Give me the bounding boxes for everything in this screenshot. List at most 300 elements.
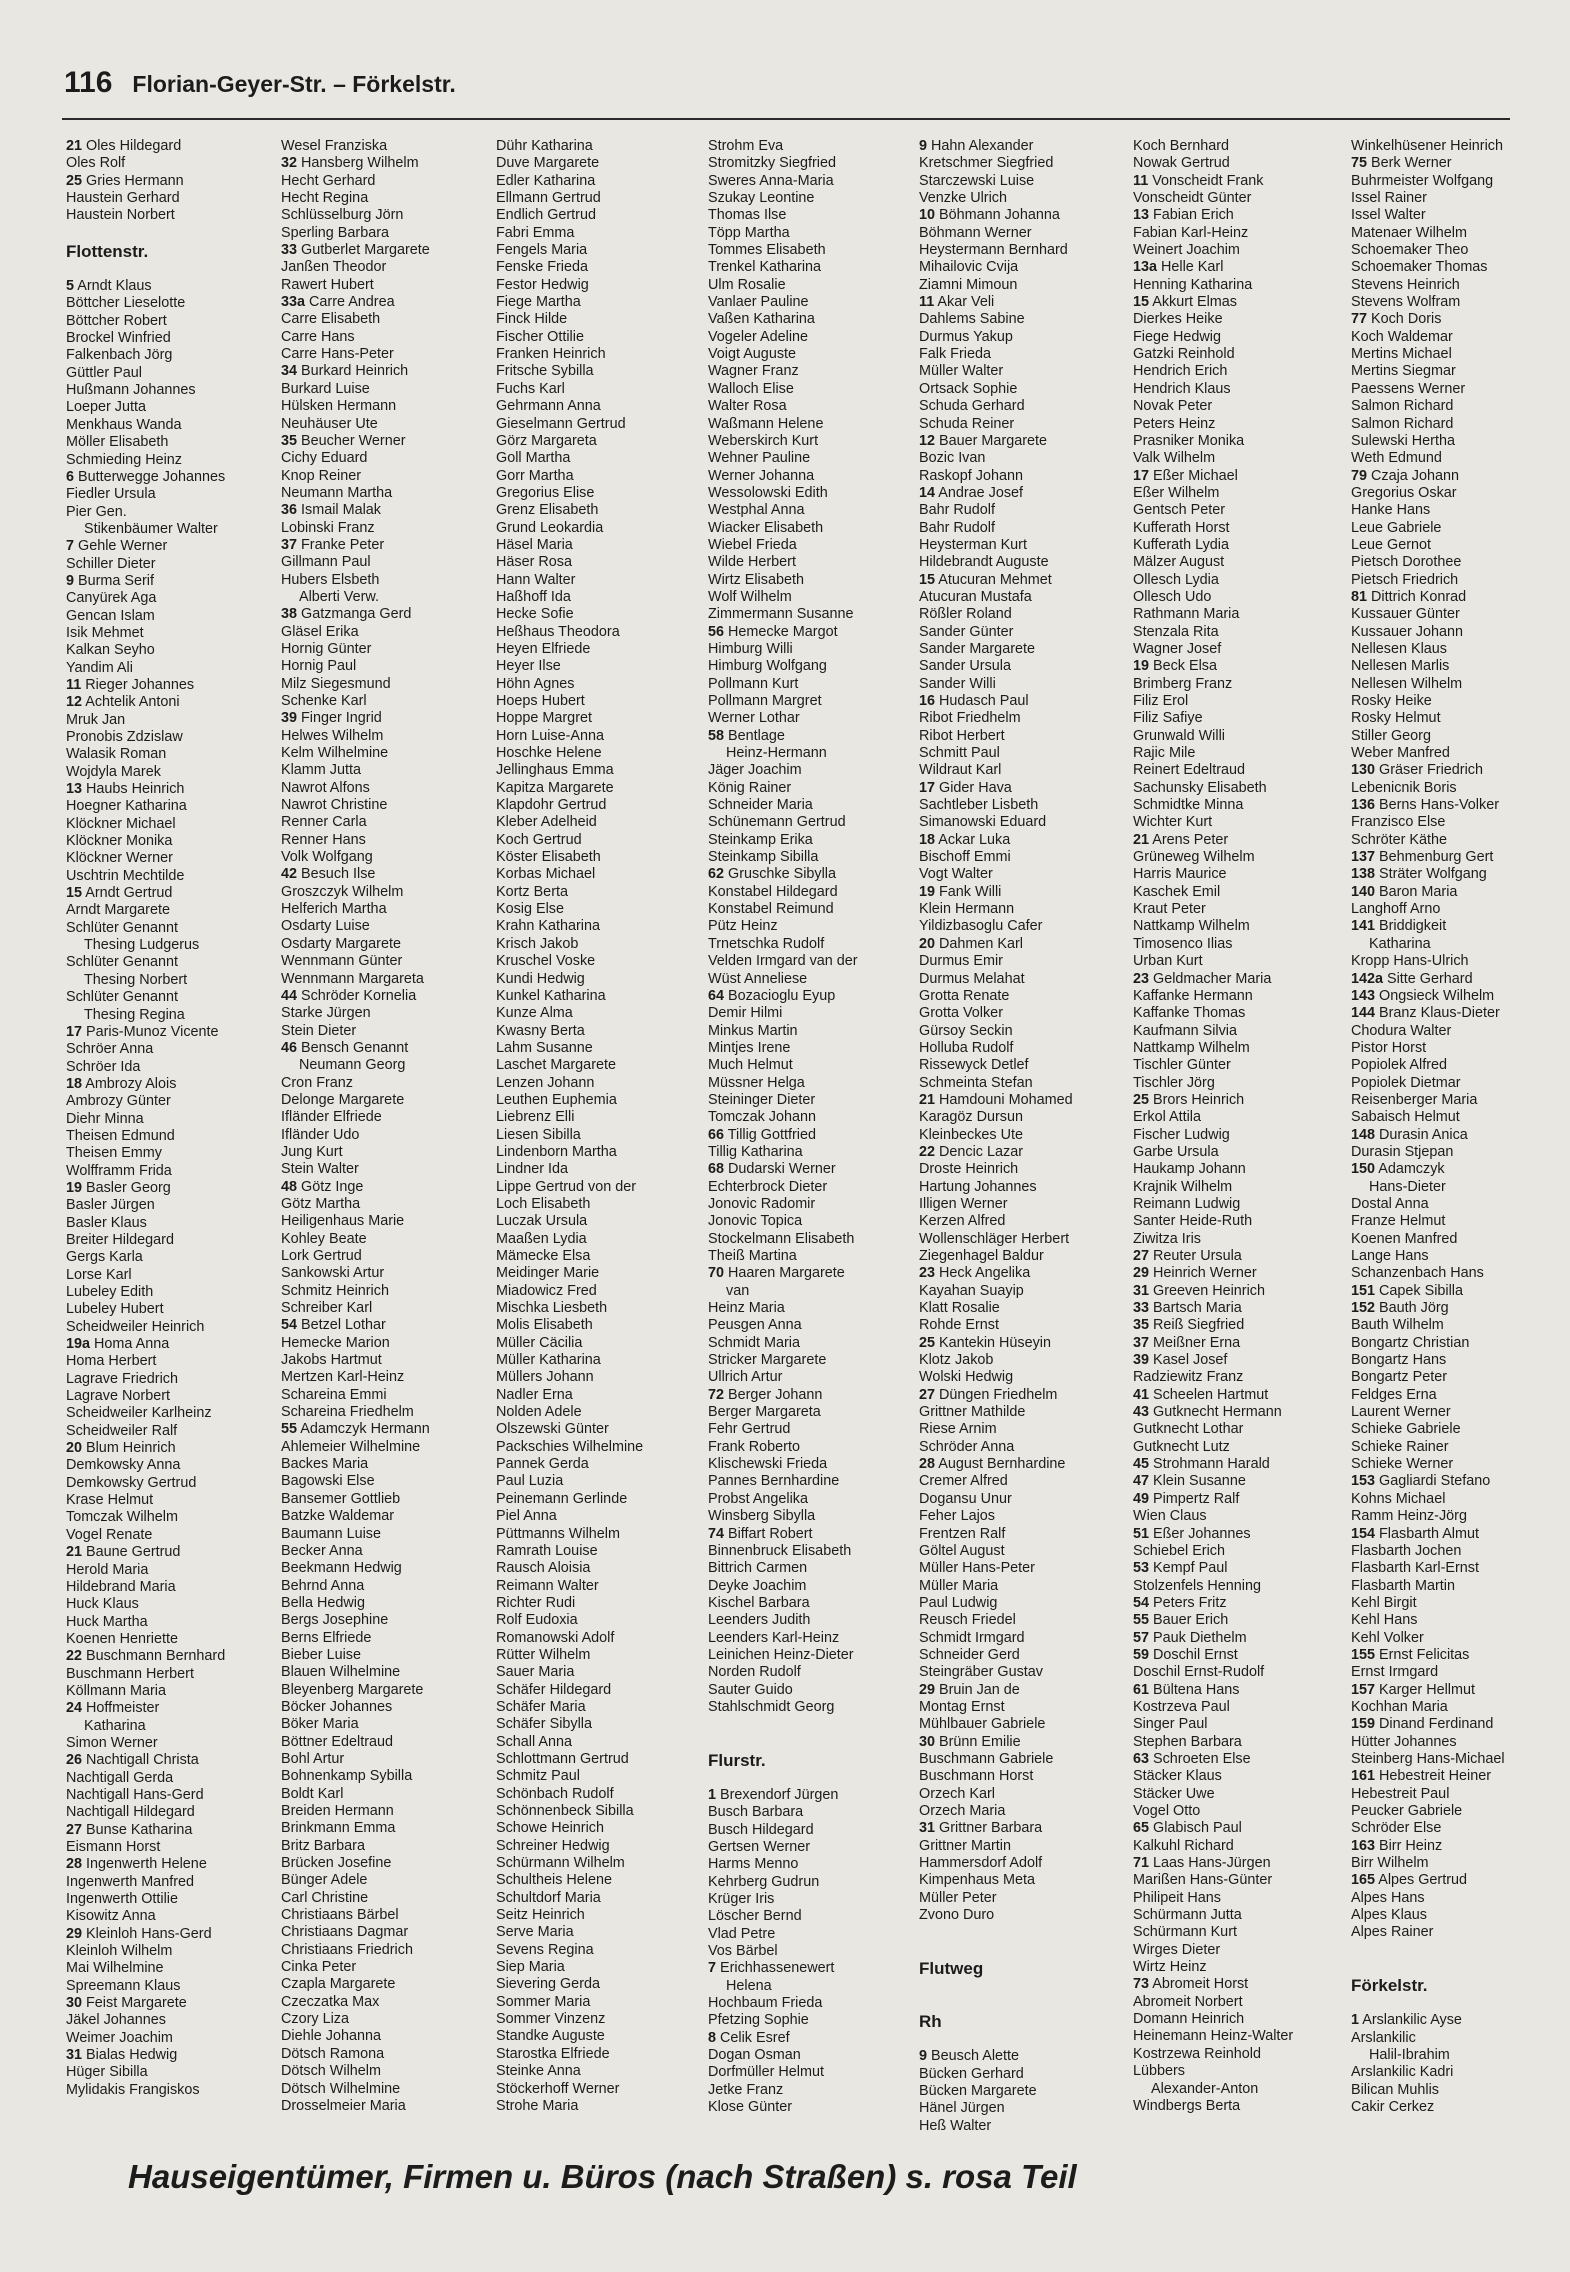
resident-listing: Sander Willi [919,675,996,692]
resident-listing: Mai Wilhelmine [66,1960,164,1977]
resident-listing: Rosky Helmut [1351,710,1441,727]
resident-listing: Schneider Gerd [919,1646,1020,1663]
resident-listing: Isik Mehmet [66,624,144,641]
resident-listing: Hubers Elsbeth [281,571,380,588]
resident-listing: Weimer Joachim [66,2029,173,2046]
house-number: 5 [66,278,75,295]
resident-listing: Edler Katharina [496,172,596,189]
house-number: 54 [1133,1594,1150,1611]
house-number: 25 [919,1334,936,1351]
resident-listing: 11 Vonscheidt Frank [1133,172,1264,189]
resident-listing: Kleinloh Wilhelm [66,1943,173,1960]
house-number: 66 [708,1126,725,1143]
resident-listing: Franzisco Else [1351,814,1446,831]
resident-listing: Paul Luzia [496,1473,564,1490]
resident-listing: Himburg Wolfgang [708,658,827,675]
resident-listing: 148 Durasin Anica [1351,1126,1468,1143]
resident-listing: Dötsch Ramona [281,2045,385,2062]
resident-listing: Scheidweiler Karlheinz [66,1405,212,1422]
resident-listing: Venzke Ulrich [919,190,1007,207]
resident-listing: Fenske Frieda [496,259,588,276]
resident-listing: Hebestreit Paul [1351,1785,1450,1802]
resident-listing: Winsberg Sibylla [708,1508,816,1525]
resident-listing: Arndt Margarete [66,902,170,919]
resident-listing: Beekmann Hedwig [281,1560,402,1577]
house-number: 154 [1351,1525,1376,1542]
resident-listing: Tommes Elisabeth [708,242,826,259]
resident-listing: Durmus Yakup [919,328,1013,345]
resident-listing: Loch Elisabeth [496,1195,591,1212]
resident-listing: 151 Capek Sibilla [1351,1282,1464,1299]
resident-listing: 49 Pimpertz Ralf [1133,1490,1240,1507]
resident-listing: Voigt Auguste [708,346,797,363]
resident-listing: Grotta Volker [919,1005,1003,1022]
house-number: 21 [66,138,83,154]
resident-listing: Koch Gertrud [496,831,582,848]
resident-listing: Rößler Roland [919,606,1012,623]
resident-listing: Stephen Barbara [1133,1733,1242,1750]
resident-listing: Nellesen Wilhelm [1351,675,1463,692]
resident-listing: 25 Kantekin Hüseyin [919,1334,1052,1351]
resident-listing: Rolf Eudoxia [496,1612,578,1629]
resident-listing: Kussauer Johann [1351,623,1464,640]
house-number: 13 [66,781,83,798]
resident-listing: Brinkmann Emma [281,1820,396,1837]
resident-listing: Echterbrock Dieter [708,1178,828,1195]
resident-listing: 53 Kempf Paul [1133,1560,1228,1577]
resident-listing: Heiligenhaus Marie [281,1213,405,1230]
resident-listing: Norden Rudolf [708,1664,801,1681]
resident-listing: Klöckner Werner [66,850,173,867]
house-number: 11 [919,294,935,311]
resident-listing: Brockel Winfried [66,330,171,347]
resident-listing: Uschtrin Mechtilde [66,867,185,884]
resident-listing: Müllers Johann [496,1369,594,1386]
resident-listing: Hornig Paul [281,658,357,675]
resident-listing: Stöckerhoff Werner [496,2080,620,2097]
house-number: 150 [1351,1161,1376,1178]
resident-listing: Vos Bärbel [708,1943,778,1960]
resident-listing: Klapdohr Gertrud [496,797,607,814]
resident-listing: Kufferath Lydia [1133,536,1230,553]
resident-listing: Fehr Gertrud [708,1421,791,1438]
resident-listing: Nadler Erna [496,1386,573,1403]
listing-continuation: Hans-Dieter [1369,1178,1446,1195]
resident-listing: 33a Carre Andrea [281,294,395,311]
resident-listing: 39 Finger Ingrid [281,710,382,727]
resident-listing: 65 Glabisch Paul [1133,1820,1242,1837]
house-number: 70 [708,1265,725,1282]
resident-listing: Franken Heinrich [496,346,606,363]
resident-listing: Probst Angelika [708,1490,808,1507]
resident-listing: 38 Gatzmanga Gerd [281,606,412,623]
resident-listing: Nawrot Alfons [281,779,370,796]
resident-listing: 7 Gehle Werner [66,538,168,555]
resident-listing: Klatt Rosalie [919,1300,1000,1317]
resident-listing: Lobinski Franz [281,519,375,536]
resident-listing: Grittner Martin [919,1837,1011,1854]
resident-listing: 152 Bauth Jörg [1351,1300,1449,1317]
resident-listing: Rawert Hubert [281,276,374,293]
resident-listing: Tischler Günter [1133,1057,1231,1074]
resident-listing: Kostrzewa Reinhold [1133,2045,1261,2062]
house-number: 61 [1133,1681,1150,1698]
resident-listing: Bünger Adele [281,1872,368,1889]
house-number: 18 [66,1075,83,1092]
resident-listing: Riese Arnim [919,1421,997,1438]
resident-listing: Tomczak Wilhelm [66,1509,178,1526]
resident-listing: 62 Gruschke Sibylla [708,866,836,883]
resident-listing: 59 Doschil Ernst [1133,1646,1238,1663]
resident-listing: Krase Helmut [66,1492,154,1509]
resident-listing: 22 Buschmann Bernhard [66,1648,226,1665]
house-number: 23 [919,1265,936,1282]
resident-listing: Alpes Rainer [1351,1924,1434,1941]
resident-listing: Kimpenhaus Meta [919,1872,1035,1889]
resident-listing: Köster Elisabeth [496,849,601,866]
house-number: 44 [281,987,298,1004]
resident-listing: Westphal Anna [708,502,805,519]
resident-listing: Pistor Horst [1351,1039,1427,1056]
resident-listing: 29 Kleinloh Hans-Gerd [66,1925,212,1942]
house-number: 33a [281,294,306,311]
resident-listing: Reusch Friedel [919,1612,1016,1629]
resident-listing: Schenke Karl [281,693,367,709]
resident-listing: Peusgen Anna [708,1317,802,1334]
resident-listing: Schröder Else [1351,1820,1442,1837]
resident-listing: Weinert Joachim [1133,242,1240,259]
resident-listing: Sievering Gerda [496,1976,600,1993]
resident-listing: Schäfer Hildegard [496,1681,612,1698]
resident-listing: Kussauer Günter [1351,606,1460,623]
resident-listing: Wesel Franziska [281,138,388,154]
resident-listing: Schröer Ida [66,1058,141,1075]
house-number: 25 [66,172,83,189]
resident-listing: Hann Walter [496,571,576,588]
house-number: 29 [919,1681,936,1698]
resident-listing: Nattkamp Wilhelm [1133,918,1250,935]
resident-listing: Hemecke Marion [281,1334,390,1351]
resident-listing: 28 August Bernhardine [919,1456,1066,1473]
resident-listing: Starke Jürgen [281,1005,371,1022]
page-number: 116 [64,66,113,99]
directory-column-4 [708,138,916,2117]
resident-listing: Stiller Georg [1351,727,1431,744]
resident-listing: Becker Anna [281,1542,363,1559]
resident-listing: Sauer Maria [496,1664,575,1681]
resident-listing: Schmitz Heinrich [281,1282,389,1299]
house-number: 26 [66,1752,83,1769]
listing-continuation: Heinz-Hermann [726,745,827,762]
listing-continuation: Alberti Verw. [299,588,379,605]
resident-listing: Fabian Karl-Heinz [1133,224,1249,241]
resident-listing: Kaffanke Hermann [1133,987,1253,1004]
resident-listing: Pütz Heinz [708,918,778,935]
footer-note: Hauseigentümer, Firmen u. Büros (nach Straßen) s. rosa Teil [128,2158,1077,2195]
resident-listing: Renner Hans [281,831,366,848]
resident-listing: Breiter Hildegard [66,1231,174,1248]
resident-listing: Berns Elfriede [281,1629,372,1646]
resident-listing: Olszewski Günter [496,1421,609,1438]
house-number: 165 [1351,1872,1376,1889]
resident-listing: Mischka Liesbeth [496,1300,608,1317]
resident-listing: Schreiber Karl [281,1300,373,1317]
house-number: 19 [919,883,936,900]
resident-listing: Schmitz Paul [496,1768,580,1785]
resident-listing: 33 Bartsch Maria [1133,1300,1242,1317]
house-number: 15 [66,885,83,902]
resident-listing: Schoemaker Theo [1351,242,1469,259]
resident-listing: Hammersdorf Adolf [919,1855,1043,1872]
resident-listing: Carl Christine [281,1889,369,1906]
resident-listing: Busch Barbara [708,1804,804,1821]
resident-listing: Jetke Franz [708,2081,784,2098]
resident-listing: Tillig Katharina [708,1143,803,1160]
resident-listing: Birr Wilhelm [1351,1855,1429,1872]
resident-listing: 36 Ismail Malak [281,502,381,519]
resident-listing: Jakobs Hartmut [281,1352,382,1369]
resident-listing: Theisen Emmy [66,1145,162,1162]
resident-listing: Bauth Wilhelm [1351,1317,1444,1334]
resident-listing: Hochbaum Frieda [708,1995,823,2012]
resident-listing: 9 Beusch Alette [919,2048,1020,2065]
house-number: 30 [66,1995,83,2012]
resident-listing: Knop Reiner [281,467,361,484]
resident-listing: 33 Gutberlet Margarete [281,242,430,259]
resident-listing: Heß Walter [919,2117,992,2134]
resident-listing: Heyer Ilse [496,658,561,675]
directory-columns [66,138,1516,2138]
resident-listing: Schmidt Irmgard [919,1629,1025,1646]
resident-listing: Duve Margarete [496,155,600,172]
resident-listing: Hoeps Hubert [496,693,585,709]
resident-listing: Romanowski Adolf [496,1629,615,1646]
resident-listing: Höhn Agnes [496,675,575,692]
house-number: 57 [1133,1629,1150,1646]
resident-listing: Schlüter Genannt [66,989,178,1006]
resident-listing: Reimann Ludwig [1133,1195,1241,1212]
listing-continuation: Alexander-Anton [1151,2080,1259,2097]
resident-listing: Atucuran Mustafa [919,588,1032,605]
resident-listing: Schürmann Wilhelm [496,1855,625,1872]
house-number: 15 [1133,294,1150,311]
resident-listing: Schröter Käthe [1351,831,1447,848]
house-number: 151 [1351,1282,1376,1299]
directory-column-7 [1351,138,1559,2117]
resident-listing: 161 Hebestreit Heiner [1351,1768,1491,1785]
resident-listing: Hanke Hans [1351,502,1431,519]
house-number: 72 [708,1386,725,1403]
house-number: 48 [281,1178,298,1195]
house-number: 153 [1351,1473,1376,1490]
resident-listing: 27 Düngen Friedhelm [919,1386,1058,1403]
resident-listing: Yandim Ali [66,659,133,676]
resident-listing: Stahlschmidt Georg [708,1698,835,1715]
house-number: 28 [66,1856,83,1873]
resident-listing: Jäger Joachim [708,762,802,779]
resident-listing: Gertsen Werner [708,1839,811,1855]
resident-listing: 73 Abromeit Horst [1133,1976,1249,1993]
resident-listing: Carre Hans [281,328,355,345]
resident-listing: Paul Ludwig [919,1594,998,1611]
resident-listing: Czeczatka Max [281,1993,380,2010]
resident-listing: Dogan Osman [708,2047,801,2064]
house-number: 23 [1133,970,1150,987]
resident-listing: 30 Brünn Emilie [919,1733,1021,1750]
resident-listing: Koch Waldemar [1351,328,1453,345]
resident-listing: Mertins Siegmar [1351,363,1456,380]
listing-continuation: Halil-Ibrahim [1369,2047,1450,2064]
house-number: 11 [1133,172,1149,189]
resident-listing: Alpes Klaus [1351,1907,1427,1924]
resident-listing: Ifländer Udo [281,1126,360,1143]
page-header [64,66,456,100]
resident-listing: Lindenborn Martha [496,1143,617,1160]
resident-listing: Steinkamp Sibilla [708,849,819,866]
resident-listing: Nawrot Christine [281,797,388,814]
house-number: 33 [281,242,298,259]
resident-listing: Paessens Werner [1351,380,1466,397]
resident-listing: Schanzenbach Hans [1351,1265,1484,1282]
resident-listing: Loeper Jutta [66,399,147,416]
resident-listing: Häsel Maria [496,536,573,553]
house-number: 6 [66,468,75,485]
resident-listing: Alpes Hans [1351,1889,1425,1906]
resident-listing: Heßhaus Theodora [496,623,620,640]
resident-listing: Hänel Jürgen [919,2100,1005,2117]
resident-listing: Haustein Gerhard [66,190,180,207]
resident-listing: 31 Greeven Heinrich [1133,1282,1265,1299]
house-number: 136 [1351,797,1376,814]
resident-listing: Ziamni Mimoun [919,276,1018,293]
house-number: 42 [281,866,298,883]
resident-listing: Vogel Otto [1133,1803,1201,1819]
house-number: 58 [708,727,725,744]
resident-listing: Haukamp Johann [1133,1161,1246,1178]
resident-listing: Leenders Judith [708,1612,811,1629]
street-heading: Rh [919,2012,942,2032]
resident-listing: Heinemann Heinz-Walter [1133,2028,1294,2045]
resident-listing: Gutknecht Lutz [1133,1438,1230,1455]
resident-listing: Valk Wilhelm [1133,450,1216,467]
resident-listing: Ollesch Lydia [1133,571,1219,588]
resident-listing: Windbergs Berta [1133,2097,1241,2114]
house-number: 17 [919,779,936,796]
resident-listing: Lubeley Edith [66,1284,154,1300]
resident-listing: Steingräber Gustav [919,1664,1043,1681]
resident-listing: Lindner Ida [496,1161,569,1178]
resident-listing: Marißen Hans-Günter [1133,1872,1273,1889]
resident-listing: Orzech Karl [919,1785,995,1802]
resident-listing: Stäcker Klaus [1133,1768,1222,1785]
resident-listing: Klose Günter [708,2099,792,2116]
resident-listing: Müller Peter [919,1889,997,1906]
resident-listing: Pannes Bernhardine [708,1473,840,1490]
resident-listing: Sevens Regina [496,1941,594,1958]
house-number: 59 [1133,1646,1150,1663]
resident-listing: Rohde Ernst [919,1317,999,1334]
resident-listing: Brücken Josefine [281,1855,392,1872]
resident-listing: Fengels Maria [496,242,588,259]
resident-listing: Droste Heinrich [919,1161,1019,1178]
resident-listing: Krüger Iris [708,1891,775,1908]
resident-listing: Müssner Helga [708,1074,805,1091]
resident-listing: Schäfer Maria [496,1698,586,1715]
resident-listing: 25 Gries Hermann [66,172,184,189]
resident-listing: Lippe Gertrud von der [496,1178,636,1195]
resident-listing: Schall Anna [496,1733,573,1750]
resident-listing: Wolfframm Frida [66,1162,172,1179]
resident-listing: Stromitzky Siegfried [708,155,836,172]
house-number: 38 [281,606,298,623]
resident-listing: Nattkamp Wilhelm [1133,1039,1250,1056]
resident-listing: 66 Tillig Gottfried [708,1126,816,1143]
resident-listing: Pollmann Kurt [708,675,799,692]
resident-listing: Endlich Gertrud [496,207,596,224]
resident-listing: Jung Kurt [281,1143,343,1160]
resident-listing: Himburg Willi [708,640,793,657]
resident-listing: Boldt Karl [281,1785,344,1802]
resident-listing: 12 Bauer Margarete [919,432,1047,449]
resident-listing: Lebenicnik Boris [1351,779,1457,796]
resident-listing: 35 Beucher Werner [281,432,406,449]
resident-listing: Scheidweiler Ralf [66,1422,178,1439]
resident-listing: Böttcher Robert [66,312,167,329]
house-number: 12 [919,432,936,449]
resident-listing: Gillmann Paul [281,554,371,571]
resident-listing: Sachunsky Elisabeth [1133,779,1267,796]
resident-listing: Wolski Hedwig [919,1369,1014,1386]
resident-listing: Haßhoff Ida [496,588,571,605]
resident-listing: 1 Arslankilic Ayse [1351,2012,1462,2029]
resident-listing: 17 Paris-Munoz Vicente [66,1023,219,1040]
resident-listing: Löscher Bernd [708,1908,802,1925]
resident-listing: Böker Maria [281,1716,359,1733]
resident-listing: Canyürek Aga [66,590,157,607]
resident-listing: Schürmann Kurt [1133,1924,1237,1941]
resident-listing: 26 Nachtigall Christa [66,1752,199,1769]
house-number: 29 [1133,1265,1150,1282]
house-number: 1 [1351,2012,1360,2029]
resident-listing: Kisowitz Anna [66,1908,156,1925]
resident-listing: Gorr Martha [496,467,574,484]
resident-listing: Starczewski Luise [919,172,1035,189]
resident-listing: Richter Rudi [496,1594,576,1611]
resident-listing: Flasbarth Martin [1351,1577,1455,1594]
street-heading: Flutweg [919,1958,984,1978]
resident-listing: Harris Maurice [1133,866,1227,883]
resident-listing: Götz Martha [281,1195,361,1212]
house-number: 142a [1351,970,1384,987]
resident-listing: 19a Homa Anna [66,1336,170,1353]
resident-listing: Schowe Heinrich [496,1820,604,1837]
resident-listing: Popiolek Dietmar [1351,1074,1461,1091]
resident-listing: Schareina Emmi [281,1386,387,1403]
resident-listing: Bahr Rudolf [919,502,995,519]
resident-listing: Häser Rosa [496,554,572,571]
resident-listing: Kortz Berta [496,883,568,900]
resident-listing: Werner Johanna [708,467,815,484]
house-number: 9 [919,2048,928,2065]
resident-listing: 27 Reuter Ursula [1133,1248,1242,1264]
resident-listing: Basler Klaus [66,1214,147,1231]
house-number: 34 [281,363,298,380]
resident-listing: 165 Alpes Gertrud [1351,1872,1468,1889]
house-number: 65 [1133,1820,1150,1837]
resident-listing: Gieselmann Gertrud [496,415,626,432]
resident-listing: Sander Margarete [919,640,1035,657]
resident-listing: Wojdyla Marek [66,763,161,780]
